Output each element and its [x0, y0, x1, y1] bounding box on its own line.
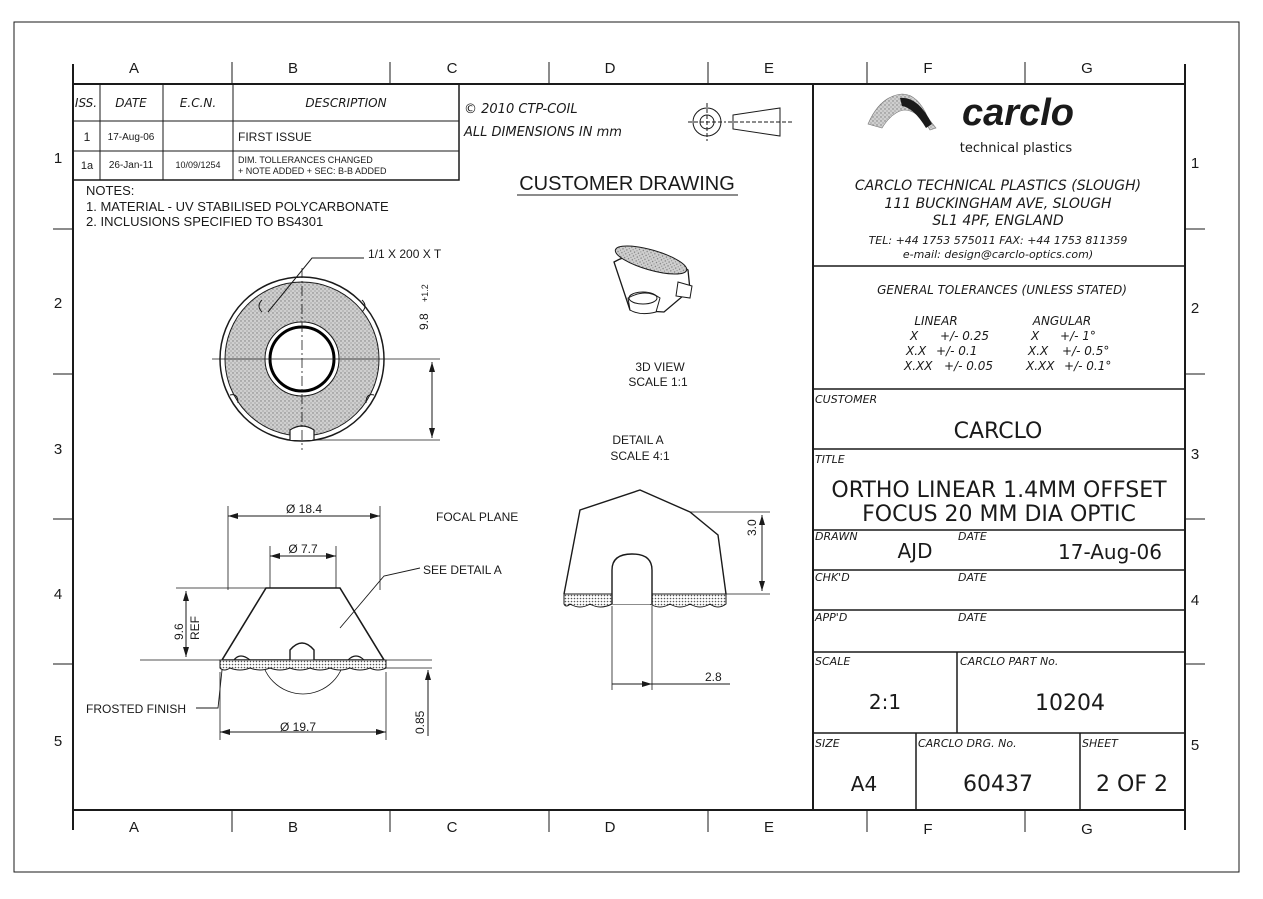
- detail-a-scale: SCALE 4:1: [610, 449, 670, 463]
- rev-date: 26-Jan-11: [108, 160, 154, 171]
- sheet-label: SHEET: [1082, 737, 1118, 750]
- tol-key: X: [1031, 329, 1040, 343]
- frosted-finish-callout: FROSTED FINISH: [86, 702, 187, 716]
- row-label: 2: [53, 295, 63, 312]
- focal-plane-label: FOCAL PLANE: [436, 510, 519, 524]
- col-label: F: [923, 821, 933, 838]
- ref-height-dimension: 9.6: [172, 623, 186, 640]
- col-label: A: [128, 819, 140, 836]
- date-label: DATE: [958, 571, 987, 584]
- note-item: 2. INCLUSIONS SPECIFIED TO BS4301: [86, 214, 324, 229]
- date-label: DATE: [958, 530, 987, 543]
- drawing-type-title: CUSTOMER DRAWING: [519, 173, 735, 195]
- finish-spec-callout: 1/1 X 200 X T: [368, 247, 442, 261]
- angular-label: ANGULAR: [1032, 314, 1092, 328]
- row-label: 5: [1190, 737, 1200, 754]
- row-label: 4: [53, 586, 63, 603]
- base-thickness-dimension: 0.85: [413, 710, 427, 734]
- logo-tagline: technical plastics: [959, 141, 1073, 156]
- detail-a-view: [564, 490, 770, 690]
- tol-key: X: [910, 329, 919, 343]
- row-label: 3: [1190, 446, 1200, 463]
- title-line-2: FOCUS 20 MM DIA OPTIC: [862, 502, 1136, 527]
- checked-label: CHK'D: [815, 571, 850, 584]
- dia-top-dimension: Ø 18.4: [285, 502, 323, 516]
- sheet-value: 2 OF 2: [1096, 772, 1168, 797]
- part-number-label: CARCLO PART No.: [960, 655, 1059, 668]
- drawing-number-label: CARCLO DRG. No.: [918, 737, 1017, 750]
- rev-header-iss: ISS.: [74, 96, 98, 110]
- company-address-2: SL1 4PF, ENGLAND: [932, 213, 1064, 229]
- title-line-1: ORTHO LINEAR 1.4MM OFFSET: [831, 478, 1167, 503]
- column-labels-bottom: [129, 819, 1093, 838]
- col-label: G: [1081, 60, 1093, 77]
- customer-label: CUSTOMER: [815, 393, 878, 406]
- rev-iss: 1a: [80, 160, 94, 172]
- company-name: CARCLO TECHNICAL PLASTICS (SLOUGH): [854, 178, 1142, 194]
- revision-table: [73, 84, 459, 180]
- part-number-value: 10204: [1035, 691, 1105, 716]
- rev-desc: DIM. TOLLERANCES CHANGED: [238, 155, 373, 165]
- scale-label: SCALE: [815, 655, 851, 668]
- company-address-1: 111 BUCKINGHAM AVE, SLOUGH: [884, 196, 1112, 212]
- col-label: E: [763, 60, 775, 77]
- col-label: C: [446, 60, 458, 77]
- title-label: TITLE: [815, 453, 845, 466]
- rev-desc-2: + NOTE ADDED + SEC: B-B ADDED: [238, 166, 387, 176]
- notes-heading: NOTES:: [86, 183, 135, 198]
- size-label: SIZE: [815, 737, 840, 750]
- company-phone-fax: TEL: +44 1753 575011 FAX: +44 1753 811359: [868, 234, 1128, 247]
- approved-label: APP'D: [815, 611, 848, 624]
- row-label: 4: [1190, 592, 1200, 609]
- row-label: 1: [53, 150, 63, 167]
- col-label: C: [446, 819, 458, 836]
- date-label: DATE: [958, 611, 987, 624]
- detail-a-label: DETAIL A: [612, 433, 664, 447]
- row-label: 1: [1190, 155, 1200, 172]
- linear-tolerances: [903, 329, 993, 373]
- col-label: A: [128, 60, 140, 77]
- col-label: D: [604, 819, 616, 836]
- column-labels-top: [129, 60, 1093, 77]
- ref-label: REF: [188, 616, 202, 640]
- view-3d-label: 3D VIEW: [635, 360, 685, 374]
- units-note: ALL DIMENSIONS IN mm: [464, 125, 622, 140]
- size-value: A4: [850, 772, 878, 796]
- rev-iss: 1: [83, 130, 91, 144]
- tol-key: X.X: [906, 344, 927, 358]
- col-label: F: [923, 60, 933, 77]
- rev-header-ecn: E.C.N.: [179, 96, 217, 110]
- col-label: B: [287, 819, 299, 836]
- isometric-view: [613, 240, 692, 313]
- view-3d-scale: SCALE 1:1: [628, 375, 688, 389]
- rev-header-date: DATE: [115, 96, 147, 110]
- third-angle-projection-symbol: [688, 103, 792, 141]
- logo-wordmark: carclo: [962, 92, 1074, 134]
- col-label: G: [1081, 821, 1093, 838]
- detail-height-dimension: 3.0: [745, 519, 759, 536]
- drawing-number-value: 60437: [963, 772, 1033, 797]
- col-label: D: [604, 60, 616, 77]
- dia-base-dimension: Ø 19.7: [279, 720, 317, 734]
- company-email: e-mail: design@carclo-optics.com): [902, 248, 1094, 261]
- copyright-note: © 2010 CTP-COIL: [464, 102, 578, 117]
- col-label: E: [763, 819, 775, 836]
- dia-inner-dimension: Ø 7.7: [288, 542, 318, 556]
- drawn-value: AJD: [897, 539, 933, 563]
- drawn-label: DRAWN: [815, 530, 858, 543]
- drawn-date: 17-Aug-06: [1058, 540, 1162, 564]
- rev-header-desc: DESCRIPTION: [305, 96, 387, 110]
- height-tolerance: +1.2: [420, 284, 430, 302]
- tolerances-heading: GENERAL TOLERANCES (UNLESS STATED): [877, 283, 1127, 297]
- linear-label: LINEAR: [914, 314, 958, 328]
- tol-key: X.X: [1028, 344, 1049, 358]
- angular-tolerances: [1025, 329, 1111, 373]
- row-label: 2: [1190, 300, 1200, 317]
- tol-value: +/- 0.1: [936, 344, 978, 358]
- note-item: 1. MATERIAL - UV STABILISED POLYCARBONATE: [86, 199, 389, 214]
- tol-value: +/- 0.1°: [1064, 359, 1112, 373]
- top-view: [212, 258, 440, 450]
- tol-key: X.XX: [904, 359, 933, 373]
- row-label: 5: [53, 733, 63, 750]
- carclo-logo: [868, 92, 1074, 156]
- rev-desc: FIRST ISSUE: [238, 130, 312, 144]
- row-label: 3: [53, 441, 63, 458]
- customer-value: CARCLO: [953, 419, 1043, 444]
- row-labels-left: [54, 150, 62, 750]
- tol-value: +/- 0.5°: [1062, 344, 1110, 358]
- scale-value: 2:1: [868, 690, 902, 714]
- tol-value: +/- 1°: [1060, 329, 1096, 343]
- tol-value: +/- 0.25: [940, 329, 989, 343]
- rev-ecn: 10/09/1254: [175, 160, 221, 170]
- rev-date: 17-Aug-06: [107, 132, 155, 143]
- col-label: B: [287, 60, 299, 77]
- height-dimension: 9.8: [417, 313, 431, 330]
- tol-key: X.XX: [1026, 359, 1055, 373]
- detail-width-dimension: 2.8: [705, 670, 722, 684]
- tol-value: +/- 0.05: [944, 359, 993, 373]
- see-detail-callout: SEE DETAIL A: [423, 563, 502, 577]
